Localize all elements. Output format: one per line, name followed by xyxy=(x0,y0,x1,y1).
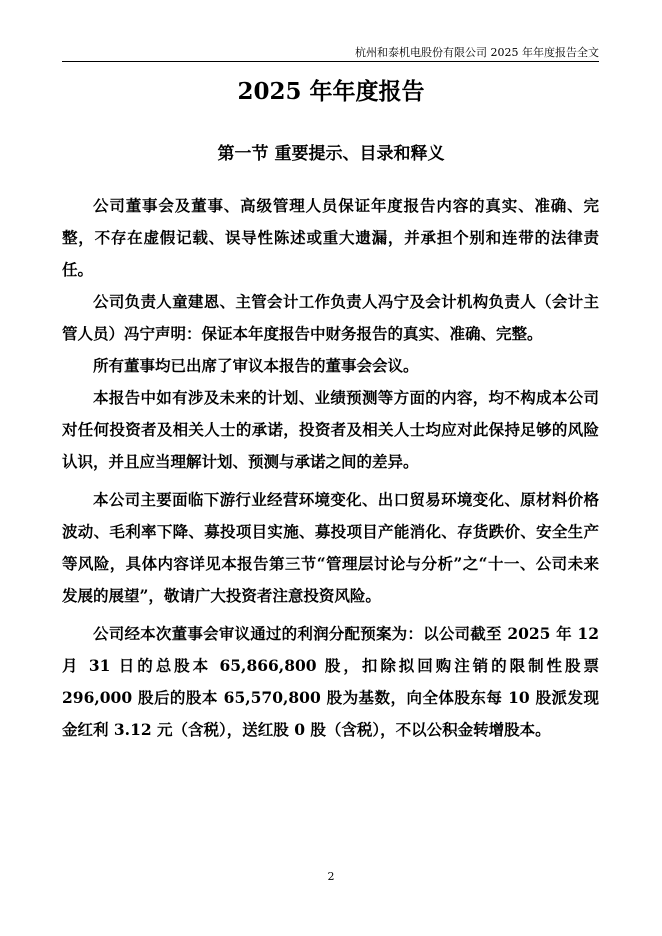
paragraph-responsible-persons: 公司负责人童建恩、主管会计工作负责人冯宁及会计机构负责人（会计主管人员）冯宁声明：保证本年度报告中财务报告的真实、准确、完整。 xyxy=(62,292,599,343)
paragraph-risks: 本公司主要面临下游行业经营环境变化、出口贸易环境变化、原材料价格波动、毛利率下降、募投项目实施、募投项目产能消化、存货跌价、安全生产等风险，具体内容详见本报告第三节“管理层讨论与分析”之“十一、公司未来发展的展望”，敬请广大投资者注意投资风险。 xyxy=(62,490,599,605)
section-title: 第一节 重要提示、目录和释义 xyxy=(217,144,445,164)
document-body xyxy=(62,190,599,746)
paragraph-board-guarantee: 公司董事会及董事、高级管理人员保证年度报告内容的真实、准确、完整，不存在虚假记载、误导性陈述或重大遗漏，并承担个别和连带的法律责任。 xyxy=(62,196,599,279)
page-header: 杭州和泰机电股份有限公司 2025 年年度报告全文 xyxy=(62,44,599,62)
paragraph-forward-looking: 本报告中如有涉及未来的计划、业绩预测等方面的内容，均不构成本公司对任何投资者及相关人士的承诺，投资者及相关人士均应对此保持足够的风险认识，并且应当理解计划、预测与承诺之间的差异。 xyxy=(62,388,599,471)
paragraph-directors-attendance: 所有董事均已出席了审议本报告的董事会会议。 xyxy=(93,356,419,375)
paragraph-profit-distribution: 公司经本次董事会审议通过的利润分配预案为：以公司截至 2025 年 12 月 31 日的总股本 65,866,800 股，扣除拟回购注销的限制性股票 296,000 股后的股本 65,570,800 股为基数，向全体股东每 10 股派发现金红利 3.12 元（含税），送红股 0 股（含税），不以公积金转增股本。 xyxy=(62,624,599,739)
report-title: 2025 年年度报告 xyxy=(237,78,425,105)
page-number: 2 xyxy=(327,870,335,883)
